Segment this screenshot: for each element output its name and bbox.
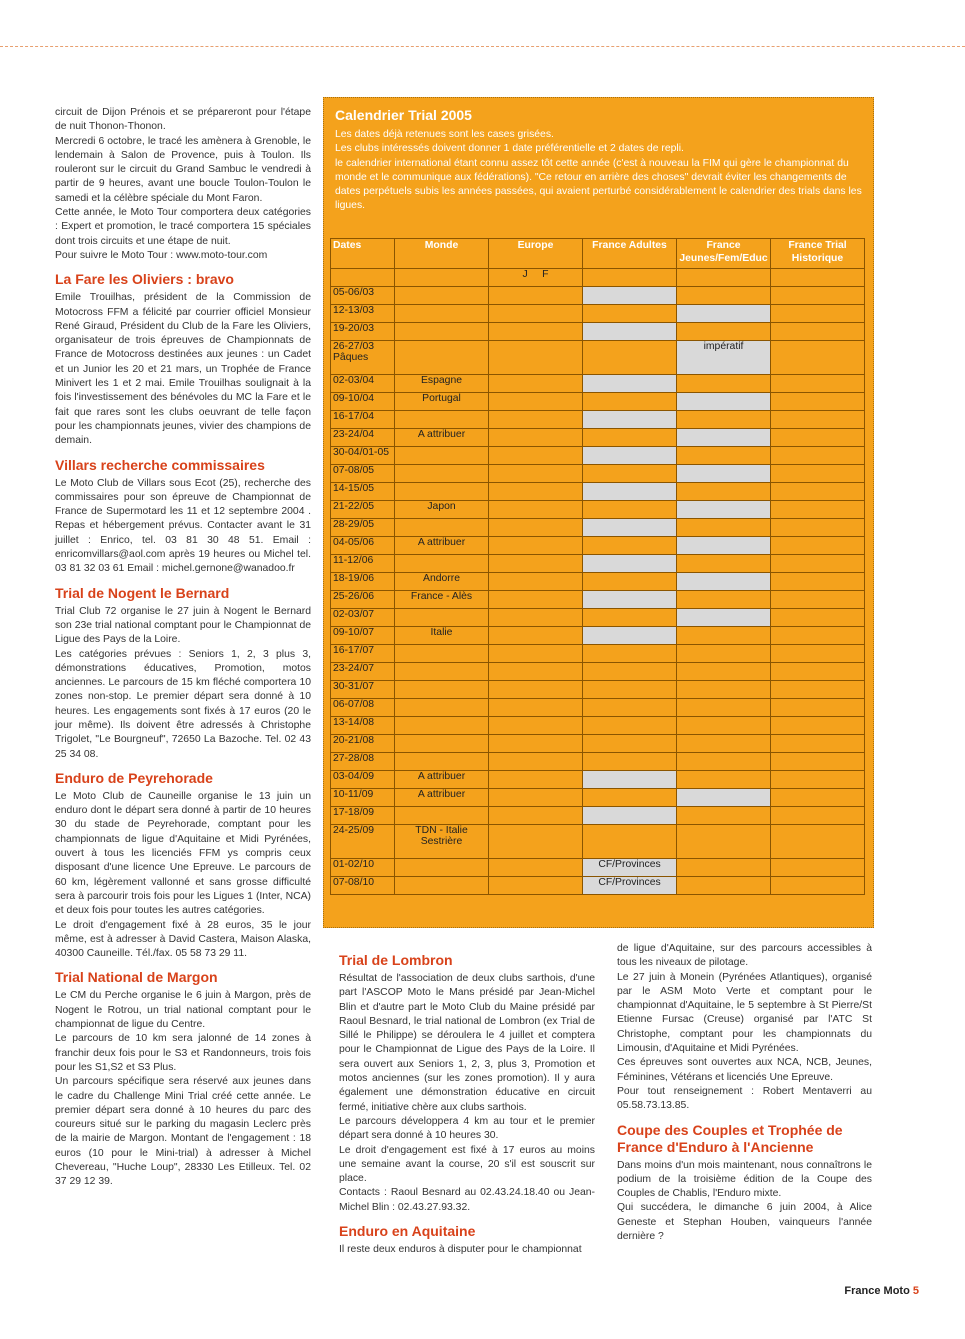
adultes-cell — [583, 519, 677, 537]
adultes-cell — [583, 393, 677, 411]
monde-cell — [395, 807, 489, 825]
adultes-cell — [583, 573, 677, 591]
article-heading: Enduro en Aquitaine — [339, 1223, 476, 1240]
article-heading: Trial National de Margon — [55, 969, 218, 986]
historique-cell — [771, 609, 865, 627]
page-number: 5 — [912, 1285, 919, 1297]
historique-cell — [771, 681, 865, 699]
europe-cell — [489, 735, 583, 753]
jeunes-cell — [677, 771, 771, 789]
table-row — [331, 645, 865, 663]
adultes-cell — [583, 483, 677, 501]
europe-cell — [489, 501, 583, 519]
article-paragraph: Les catégories prévues : Seniors 1, 2, 3 plus 3, démonstrations éducatives, Promotion, motos anciennes. Le parcours de 15 km fléché comportera 10 zones non-stop. Le premier départ sera donné à 10 heures. Les engagements sont fixés à 17 euros (20 le jour même). Ils doivent être adressés à Christophe Trigolet, "Le Bourgneuf", 72650 La Bazoche. Tel. 02 43 25 34 08. — [55, 648, 311, 760]
monde-cell: A attribuer — [395, 789, 489, 807]
date-cell: 30-31/07 — [331, 681, 395, 699]
monde-cell: A attribuer — [395, 771, 489, 789]
table-row — [331, 375, 865, 393]
monde-cell — [395, 341, 489, 375]
magazine-name: France Moto — [844, 1285, 910, 1297]
top-dashed-rule — [0, 46, 965, 47]
jeunes-cell — [677, 429, 771, 447]
europe-cell — [489, 609, 583, 627]
monde-cell: Espagne — [395, 375, 489, 393]
table-row — [331, 305, 865, 323]
europe-cell — [489, 465, 583, 483]
historique-cell — [771, 573, 865, 591]
article-paragraph: Mercredi 6 octobre, le tracé les amènera à Grenoble, le lendemain à Salon de Provence, puis à Toulon. Ils rouleront sur le circuit du Grand Sambuc le vendredi à partir de 9 heures, avant une boucle Toulon-Toulon le samedi et la célèbre spéciale du Mont Faron. — [55, 135, 311, 204]
table-row — [331, 411, 865, 429]
date-cell: 07-08/05 — [331, 465, 395, 483]
adultes-cell — [583, 735, 677, 753]
adultes-cell: CF/Provinces — [583, 877, 677, 895]
jeunes-cell — [677, 519, 771, 537]
table-row — [331, 807, 865, 825]
calendar-intro-line: Les dates déjà retenues sont les cases grisées. — [335, 129, 554, 140]
europe-cell — [489, 807, 583, 825]
jeunes-cell — [677, 627, 771, 645]
historique-cell — [771, 591, 865, 609]
article-paragraph: Emile Trouilhas, président de la Commission de Motocross FFM a félicité par courrier officiel Monsieur René Giraud, Président du Club de la Fare les Oliviers, organisateur de trois épreuves de Championnats de France de Motocross destinées aux jeunes : un Cadet et un Junior les 20 et 21 mars, un Trophée de France Minivert les 1 et 2 mai. Emile Trouilhas soulignait à la fois l'investissement des bénévoles du MC la Fare et le fait que rares sont les clubs oeuvrant de telle façon pour les championnats jeunes, vivier des champions de demain. — [55, 292, 311, 447]
article-heading: Trial de Lombron — [339, 952, 453, 968]
table-row — [331, 609, 865, 627]
table-row — [331, 753, 865, 771]
jeunes-cell — [677, 287, 771, 305]
table-row — [331, 699, 865, 717]
date-cell: 13-14/08 — [331, 717, 395, 735]
monde-cell — [395, 681, 489, 699]
monde-cell — [395, 447, 489, 465]
adultes-cell — [583, 807, 677, 825]
monde-cell — [395, 609, 489, 627]
page-footer — [844, 1285, 919, 1297]
adultes-cell — [583, 753, 677, 771]
historique-cell — [771, 537, 865, 555]
monde-cell — [395, 287, 489, 305]
table-row — [331, 789, 865, 807]
monde-cell — [395, 465, 489, 483]
monde-cell — [395, 483, 489, 501]
monde-cell — [395, 305, 489, 323]
calendar-intro-line: le calendrier international étant connu assez tôt cette année (c'est à nouveau la FIM qui gère le championnat du monde et le communique aux fédérations). "Ce retour en arrière des choses" devrait éviter les changements de dates perpétuels subis les années passées, qui avaient perturbé considérablement le calendrier des trials dans les ligues. — [335, 157, 862, 212]
date-cell: 23-24/07 — [331, 663, 395, 681]
monde-cell: Italie — [395, 627, 489, 645]
article-paragraph: Cette année, le Moto Tour comportera deux catégories : Expert et promotion, le tracé comportera 15 spéciales dont trois circuits et une étape de nuit. — [55, 207, 311, 247]
historique-cell — [771, 771, 865, 789]
adultes-cell — [583, 591, 677, 609]
table-row — [331, 573, 865, 591]
jeunes-cell — [677, 663, 771, 681]
calendar-intro — [335, 128, 865, 214]
article-paragraph: Le CM du Perche organise le 6 juin à Margon, près de Nogent le Rotrou, un trial national comptant pour le championnat de ligue du Centre. — [55, 990, 311, 1031]
adultes-cell — [583, 609, 677, 627]
historique-cell — [771, 753, 865, 771]
historique-cell — [771, 717, 865, 735]
table-row — [331, 519, 865, 537]
historique-cell — [771, 465, 865, 483]
europe-cell — [489, 717, 583, 735]
header-europe: Europe — [489, 239, 583, 269]
europe-cell — [489, 789, 583, 807]
table-row — [331, 501, 865, 519]
europe-cell — [489, 591, 583, 609]
jeunes-cell — [677, 645, 771, 663]
date-cell: 11-12/06 — [331, 555, 395, 573]
date-cell: 09-10/04 — [331, 393, 395, 411]
jeunes-cell — [677, 591, 771, 609]
date-cell: 25-26/06 — [331, 591, 395, 609]
jeunes-cell — [677, 323, 771, 341]
jeunes-cell — [677, 699, 771, 717]
historique-cell — [771, 735, 865, 753]
historique-cell — [771, 555, 865, 573]
table-row — [331, 771, 865, 789]
jeunes-cell — [677, 753, 771, 771]
article-paragraph: Ces épreuves sont ouvertes aux NCA, NCB, Jeunes, Féminines, Vétérans et licenciés Une Epreuve. — [617, 1057, 872, 1083]
adultes-cell — [583, 501, 677, 519]
article-paragraph: Le Moto Club de Villars sous Ecot (25), recherche des commissaires pour son épreuve de Championnat de France de Supermotard les 11 et 12 septembre 2004 . Repas et hébergement prévus. Contacter avant le 31 juillet : Enrico, tel. 03 81 30 48 51. Email : enricomvillars@aol.com après 19 heures ou Michel tel. 03 81 32 03 61 Email : michel.gernone@wanadoo.fr — [55, 477, 311, 575]
date-cell: 23-24/04 — [331, 429, 395, 447]
monde-cell — [395, 717, 489, 735]
jeunes-cell — [677, 717, 771, 735]
europe-cell — [489, 375, 583, 393]
jeunes-cell — [677, 501, 771, 519]
table-row — [331, 859, 865, 877]
historique-cell — [771, 501, 865, 519]
jeunes-cell — [677, 305, 771, 323]
monde-cell — [395, 411, 489, 429]
adultes-cell — [583, 429, 677, 447]
header-france-jeunes: France Jeunes/Fem/Educ — [677, 239, 771, 269]
article-paragraph: Le 27 juin à Monein (Pyrénées Atlantiques), organisé par le ASM Moto Verte et comptant pour le championnat d'Aquitaine, le 5 septembre à St Pierre/St Etienne Fursac (Creuse) organisé par l'ATC St Christophe, comptant pour les championnats du Limousin, d'Aquitaine et Midi Pyrénées. — [617, 971, 872, 1055]
date-cell: 06-07/08 — [331, 699, 395, 717]
table-row — [331, 287, 865, 305]
historique-cell — [771, 627, 865, 645]
europe-cell — [489, 429, 583, 447]
europe-cell — [489, 573, 583, 591]
date-cell: 04-05/06 — [331, 537, 395, 555]
article-paragraph: Contacts : Raoul Besnard au 02.43.24.18.40 ou Jean-Michel Blin : 02.43.27.93.32. — [339, 1187, 595, 1213]
europe-cell — [489, 537, 583, 555]
adultes-cell — [583, 341, 677, 375]
historique-cell — [771, 699, 865, 717]
europe-cell — [489, 323, 583, 341]
date-cell: 14-15/05 — [331, 483, 395, 501]
table-row — [331, 341, 865, 375]
date-cell: 24-25/09 — [331, 825, 395, 859]
jeunes-cell — [677, 859, 771, 877]
header-dates: Dates — [331, 239, 395, 269]
date-cell: 27-28/08 — [331, 753, 395, 771]
adultes-cell — [583, 447, 677, 465]
article-paragraph: Qui succédera, le dimanche 6 juin 2004, à Alice Geneste et Stephan Houben, vainqueurs l'année dernière ? — [617, 1202, 872, 1243]
date-cell: 19-20/03 — [331, 323, 395, 341]
article-paragraph: Résultat de l'association de deux clubs sarthois, d'une part l'ASCOP Moto le Mans présidé par Jean-Michel Blin et d'autre part le Moto Club du Maine présidé par Raoul Besnard, le trial national de Lombron (ex Trial de Sillé le Philippe) se déroulera le 4 juillet et comptera pour le Championnat de Ligue des Pays de la Loire. Il sera ouvert aux Seniors 1, 2, 3, plus 3, Promotion et motos anciennes (sur les zones promotion). Il y aura également une démonstration éducative en circuit fermé, initiative chère aux clubs sarthois. — [339, 973, 595, 1113]
article-paragraph: Un parcours spécifique sera réservé aux jeunes dans le cadre du Challenge Mini Trial créé cette année. Le premier départ sera donné à 10 heures du parc des coureurs situé sur le parking du magasin Leclerc près de la mairie de Margon. Montant de l'engagement : 18 euros (10 pour le Mini-trial) à adresser à Michel Chevereau, "Huche Loup", 28330 Les Etilleux. Tel. 02 37 29 12 39. — [55, 1076, 311, 1188]
jeunes-cell — [677, 555, 771, 573]
europe-cell — [489, 447, 583, 465]
europe-cell — [489, 877, 583, 895]
date-cell: 03-04/09 — [331, 771, 395, 789]
europe-cell — [489, 305, 583, 323]
date-cell: 28-29/05 — [331, 519, 395, 537]
table-row — [331, 429, 865, 447]
article-paragraph: circuit de Dijon Prénois et se prépareront pour l'étape de nuit Thonon-Thonon. — [55, 107, 311, 133]
header-monde: Monde — [395, 239, 489, 269]
monde-cell: A attribuer — [395, 429, 489, 447]
article-heading: Coupe des Couples et Trophée de France d'Enduro à l'Ancienne — [617, 1121, 843, 1155]
right-column — [617, 942, 872, 1244]
adultes-cell — [583, 681, 677, 699]
article-paragraph: Le Moto Club de Cauneille organise le 13 juin un enduro dont le départ sera donné à partir de 10 heures 30 du stade de Peyrehorade, comptant pour les championnats de ligue d'Aquitaine et Midi Pyrénées, ouvert à tous les licenciés FFM ys compris ceux disposant d'une licence Une Epreuve. Le parcours de 60 km, légèrement vallonné et sans grosse difficulté sera à parcourir trois fois pour les Ligues 1 (Inter, NCA) et deux fois pour toutes les autres catégories. — [55, 790, 311, 917]
adultes-cell — [583, 627, 677, 645]
europe-cell — [489, 753, 583, 771]
article-paragraph: Le parcours développera 4 km au tour et le premier départ sera donné à 10 heures 30. — [339, 1115, 595, 1142]
jeunes-cell — [677, 375, 771, 393]
monde-cell — [395, 877, 489, 895]
historique-cell — [771, 807, 865, 825]
europe-subheader: J F — [489, 269, 583, 287]
jeunes-cell — [677, 807, 771, 825]
header-france-adultes: France Adultes — [583, 239, 677, 269]
date-cell: 02-03/07 — [331, 609, 395, 627]
historique-cell — [771, 287, 865, 305]
adultes-cell — [583, 411, 677, 429]
date-cell: 26-27/03 Pâques — [331, 341, 395, 375]
date-cell: 20-21/08 — [331, 735, 395, 753]
monde-cell — [395, 859, 489, 877]
historique-cell — [771, 375, 865, 393]
europe-cell — [489, 555, 583, 573]
adultes-cell — [583, 555, 677, 573]
historique-cell — [771, 341, 865, 375]
jeunes-cell — [677, 681, 771, 699]
table-row — [331, 465, 865, 483]
middle-column — [339, 944, 595, 1257]
historique-cell — [771, 645, 865, 663]
adultes-cell — [583, 717, 677, 735]
calendar-table — [330, 238, 865, 895]
historique-cell — [771, 447, 865, 465]
monde-cell — [395, 645, 489, 663]
monde-cell: Andorre — [395, 573, 489, 591]
article-paragraph: Il reste deux enduros à disputer pour le championnat — [339, 1244, 582, 1256]
table-row — [331, 537, 865, 555]
jeunes-cell — [677, 483, 771, 501]
jeunes-cell — [677, 789, 771, 807]
jeunes-cell — [677, 537, 771, 555]
historique-cell — [771, 663, 865, 681]
adultes-cell — [583, 323, 677, 341]
europe-cell — [489, 627, 583, 645]
europe-cell — [489, 825, 583, 859]
adultes-cell — [583, 645, 677, 663]
adultes-cell — [583, 789, 677, 807]
europe-cell — [489, 341, 583, 375]
table-row — [331, 825, 865, 859]
monde-cell — [395, 323, 489, 341]
date-cell: 16-17/04 — [331, 411, 395, 429]
jeunes-cell — [677, 877, 771, 895]
adultes-cell — [583, 305, 677, 323]
historique-cell — [771, 429, 865, 447]
historique-cell — [771, 519, 865, 537]
monde-cell — [395, 663, 489, 681]
adultes-cell: CF/Provinces — [583, 859, 677, 877]
jeunes-cell — [677, 447, 771, 465]
table-header-row — [331, 239, 865, 269]
table-row — [331, 323, 865, 341]
monde-cell: TDN - Italie Sestrière — [395, 825, 489, 859]
article-heading: La Fare les Oliviers : bravo — [55, 271, 234, 288]
historique-cell — [771, 483, 865, 501]
table-row — [331, 393, 865, 411]
jeunes-cell — [677, 825, 771, 859]
date-cell: 01-02/10 — [331, 859, 395, 877]
table-row — [331, 627, 865, 645]
adultes-cell — [583, 825, 677, 859]
historique-cell — [771, 789, 865, 807]
article-heading: Villars recherche commissaires — [55, 456, 265, 473]
table-row — [331, 663, 865, 681]
date-cell: 17-18/09 — [331, 807, 395, 825]
table-row — [331, 555, 865, 573]
jeunes-cell — [677, 609, 771, 627]
monde-cell — [395, 753, 489, 771]
article-paragraph: Pour tout renseignement : Robert Mentaverri au 05.58.73.13.85. — [617, 1085, 872, 1112]
date-cell: 30-04/01-05 — [331, 447, 395, 465]
historique-cell — [771, 393, 865, 411]
monde-cell: Portugal — [395, 393, 489, 411]
historique-cell — [771, 305, 865, 323]
adultes-cell — [583, 663, 677, 681]
adultes-cell — [583, 699, 677, 717]
calendar-intro-line: Les clubs intéressés doivent donner 1 date préférentielle et 2 dates de repli. — [335, 143, 684, 155]
article-paragraph: Trial Club 72 organise le 27 juin à Nogent le Bernard son 23e trial national comptant pour le Championnat de Ligue des Pays de la Loire. — [55, 605, 311, 646]
article-heading: Trial de Nogent le Bernard — [55, 584, 230, 601]
europe-cell — [489, 859, 583, 877]
date-cell: 02-03/04 — [331, 375, 395, 393]
jeunes-cell — [677, 393, 771, 411]
table-row — [331, 483, 865, 501]
europe-cell — [489, 681, 583, 699]
monde-cell — [395, 699, 489, 717]
date-cell: 10-11/09 — [331, 789, 395, 807]
historique-cell — [771, 825, 865, 859]
jeunes-cell — [677, 573, 771, 591]
monde-cell: France - Alès — [395, 591, 489, 609]
calendar-title: Calendrier Trial 2005 — [335, 107, 472, 123]
monde-cell — [395, 735, 489, 753]
date-cell: 07-08/10 — [331, 877, 395, 895]
left-column — [55, 106, 311, 1190]
article-paragraph: Pour suivre le Moto Tour : www.moto-tour.com — [55, 249, 268, 261]
table-row — [331, 735, 865, 753]
europe-cell — [489, 645, 583, 663]
table-row — [331, 447, 865, 465]
table-row — [331, 681, 865, 699]
table-row — [331, 877, 865, 895]
europe-cell — [489, 519, 583, 537]
date-cell: 09-10/07 — [331, 627, 395, 645]
europe-cell — [489, 483, 583, 501]
table-row — [331, 591, 865, 609]
europe-cell — [489, 393, 583, 411]
historique-cell — [771, 323, 865, 341]
article-heading: Enduro de Peyrehorade — [55, 769, 213, 786]
europe-cell — [489, 663, 583, 681]
jeunes-cell — [677, 465, 771, 483]
date-cell: 05-06/03 — [331, 287, 395, 305]
adultes-cell — [583, 375, 677, 393]
table-subheader-row — [331, 269, 865, 287]
jeunes-cell — [677, 411, 771, 429]
date-cell: 12-13/03 — [331, 305, 395, 323]
adultes-cell — [583, 465, 677, 483]
historique-cell — [771, 877, 865, 895]
article-paragraph: de ligue d'Aquitaine, sur des parcours accessibles à tous les niveaux de pilotage. — [617, 943, 872, 969]
europe-cell — [489, 287, 583, 305]
historique-cell — [771, 859, 865, 877]
calendar-box — [323, 97, 874, 928]
adultes-cell — [583, 771, 677, 789]
jeunes-cell — [677, 735, 771, 753]
europe-cell — [489, 771, 583, 789]
monde-cell: A attribuer — [395, 537, 489, 555]
article-paragraph: Le droit d'engagement est fixé à 17 euros au moins une semaine avant la course, 20 s'il est souscrit sur place. — [339, 1144, 595, 1185]
adultes-cell — [583, 287, 677, 305]
article-paragraph: Dans moins d'un mois maintenant, nous connaîtrons le podium de la troisième édition de la Coupe des Couples de Chablis, l'Enduro mixte. — [617, 1159, 872, 1200]
monde-cell — [395, 555, 489, 573]
article-paragraph: Le droit d'engagement fixé à 28 euros, 35 le jour même, est à adresser à David Castera, Maison Alaska, 40300 Cauneille. Tél./fax. 05 58 73 29 11. — [55, 919, 311, 960]
date-cell: 18-19/06 — [331, 573, 395, 591]
jeunes-cell: impératif — [677, 341, 771, 375]
monde-cell: Japon — [395, 501, 489, 519]
header-france-historique: France Trial Historique — [771, 239, 865, 269]
europe-cell — [489, 411, 583, 429]
adultes-cell — [583, 537, 677, 555]
date-cell: 16-17/07 — [331, 645, 395, 663]
historique-cell — [771, 411, 865, 429]
date-cell: 21-22/05 — [331, 501, 395, 519]
europe-cell — [489, 699, 583, 717]
table-row — [331, 717, 865, 735]
article-paragraph: Le parcours de 10 km sera jalonné de 14 zones à franchir deux fois pour le S3 et Randonneurs, trois fois pour les S1,S2 et S3 Plus. — [55, 1033, 311, 1073]
monde-cell — [395, 519, 489, 537]
